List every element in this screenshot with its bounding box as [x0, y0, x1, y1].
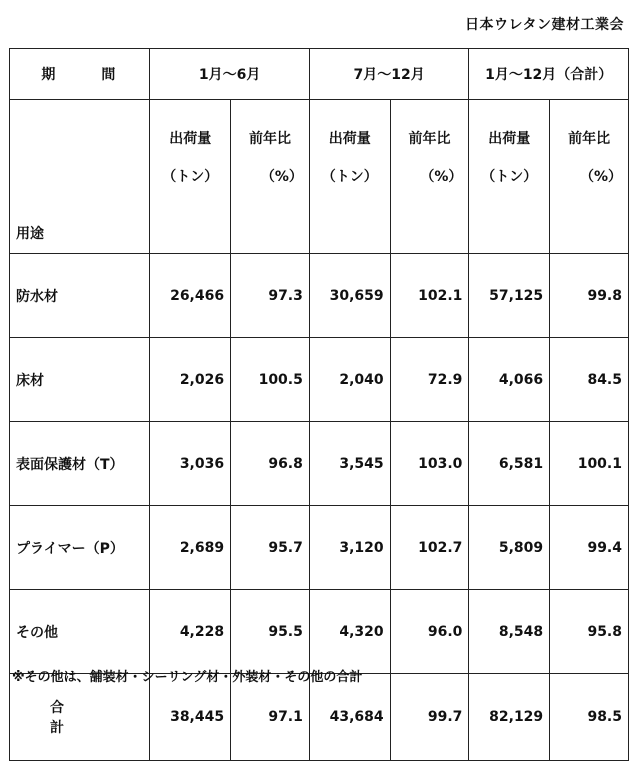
table-row-primer: [10, 506, 629, 590]
table-row-surface-protection: [10, 422, 629, 506]
table-cell: 100.5: [231, 338, 310, 422]
table-cell: 102.7: [390, 506, 469, 590]
period-label: 期 間: [10, 49, 150, 100]
shipment-header: 出荷量 （トン）: [469, 100, 550, 254]
table-cell: 3,036: [150, 422, 231, 506]
usage-label: 用途: [10, 100, 150, 254]
table-cell: 2,026: [150, 338, 231, 422]
table-cell: 102.1: [390, 254, 469, 338]
table-cell: 6,581: [469, 422, 550, 506]
table-cell: 100.1: [550, 422, 629, 506]
row-label: プライマー（P）: [10, 506, 150, 590]
table-cell: 99.7: [390, 674, 469, 761]
period-h1: 1月～6月: [150, 49, 310, 100]
table-cell: 38,445: [150, 674, 231, 761]
table-cell: 4,228: [150, 590, 231, 674]
table-cell: 43,684: [309, 674, 390, 761]
table-cell: 99.8: [550, 254, 629, 338]
table-cell: 2,040: [309, 338, 390, 422]
shipment-table: [9, 48, 629, 761]
table-cell: 5,809: [469, 506, 550, 590]
table-cell: 4,320: [309, 590, 390, 674]
table-cell: 84.5: [550, 338, 629, 422]
table-cell: 96.0: [390, 590, 469, 674]
shipment-header: 出荷量 （トン）: [150, 100, 231, 254]
table-cell: 82,129: [469, 674, 550, 761]
table-cell: 97.1: [231, 674, 310, 761]
table-cell: 3,120: [309, 506, 390, 590]
table-cell: 4,066: [469, 338, 550, 422]
table-cell: 72.9: [390, 338, 469, 422]
shipment-header: 出荷量 （トン）: [309, 100, 390, 254]
table-cell: 95.5: [231, 590, 310, 674]
yoy-header: 前年比 （%）: [231, 100, 310, 254]
table-cell: 57,125: [469, 254, 550, 338]
period-h2: 7月～12月: [309, 49, 469, 100]
row-label: 床材: [10, 338, 150, 422]
row-label: その他: [10, 590, 150, 674]
yoy-header: 前年比 （%）: [550, 100, 629, 254]
column-header-row: [10, 100, 629, 254]
footnote: ※その他は、舗装材・シーリング材・外装材・その他の合計: [12, 670, 363, 685]
row-label: 防水材: [10, 254, 150, 338]
period-header-row: [10, 49, 629, 100]
table-cell: 97.3: [231, 254, 310, 338]
yoy-header: 前年比 （%）: [390, 100, 469, 254]
table-cell: 30,659: [309, 254, 390, 338]
organization-name: 日本ウレタン建材工業会: [465, 17, 624, 33]
table-row-waterproofing: [10, 254, 629, 338]
table-cell: 26,466: [150, 254, 231, 338]
table-cell: 103.0: [390, 422, 469, 506]
table-row-total: [10, 674, 629, 761]
table-cell: 99.4: [550, 506, 629, 590]
table-cell: 8,548: [469, 590, 550, 674]
table-cell: 96.8: [231, 422, 310, 506]
row-label: 表面保護材（T）: [10, 422, 150, 506]
table-cell: 98.5: [550, 674, 629, 761]
table-row-other: [10, 590, 629, 674]
table-cell: 3,545: [309, 422, 390, 506]
period-total: 1月～12月（合計）: [469, 49, 629, 100]
table-cell: 2,689: [150, 506, 231, 590]
table-cell: 95.8: [550, 590, 629, 674]
table-cell: 95.7: [231, 506, 310, 590]
total-label: 合 計: [10, 674, 150, 761]
table-row-flooring: [10, 338, 629, 422]
